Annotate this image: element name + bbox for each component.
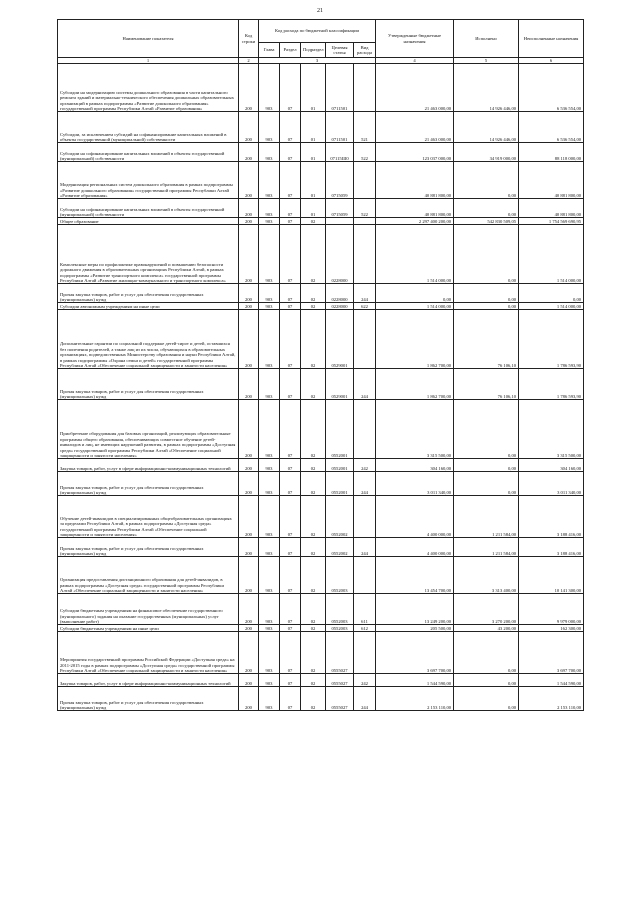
row-executed-cell: 0,00 (454, 674, 519, 687)
row-unexecuted-cell: 1 754 569 690,95 (519, 218, 584, 225)
row-approved-cell: 21 463 000,00 (376, 64, 454, 112)
row-chapter-cell: 903 (259, 538, 280, 557)
row-executed-cell: 1 211 584,00 (454, 496, 519, 538)
table-row (58, 303, 584, 310)
row-subsection-cell: 02 (301, 400, 326, 459)
row-section-cell: 07 (280, 557, 301, 594)
table-row (58, 400, 584, 459)
row-expense-type-cell: 244 (354, 369, 376, 400)
row-line-code-cell: 200 (239, 199, 259, 218)
row-line-code-cell: 200 (239, 310, 259, 369)
col-number: 1 (58, 58, 239, 64)
row-expense-type-cell: 242 (354, 459, 376, 472)
row-subsection-cell: 02 (301, 310, 326, 369)
row-expense-type-cell: 244 (354, 284, 376, 303)
row-line-code-cell: 200 (239, 674, 259, 687)
col-number: 5 (454, 58, 519, 64)
header-section: Раздел (280, 43, 301, 58)
row-target-item-cell: 0711501 (326, 64, 354, 112)
row-executed-cell: 14 926 446,00 (454, 64, 519, 112)
row-name-cell: Субсидии автономным учреждениям на иные цели (58, 303, 239, 310)
row-unexecuted-cell: 40 881 800,00 (519, 162, 584, 199)
row-subsection-cell: 01 (301, 112, 326, 143)
row-section-cell: 07 (280, 199, 301, 218)
header-budget-class: Код расхода по бюджетной классификации (259, 20, 376, 43)
row-target-item-cell: 0228000 (326, 225, 354, 284)
row-line-code-cell: 200 (239, 538, 259, 557)
row-expense-type-cell: 522 (354, 143, 376, 162)
table-row (58, 594, 584, 625)
row-expense-type-cell (354, 218, 376, 225)
row-expense-type-cell: 244 (354, 687, 376, 711)
row-approved-cell: 1 862 700,00 (376, 310, 454, 369)
table-row (58, 143, 584, 162)
row-expense-type-cell (354, 632, 376, 674)
row-unexecuted-cell: 10 141 300,00 (519, 557, 584, 594)
row-line-code-cell: 200 (239, 594, 259, 625)
row-name-cell: Субсидии бюджетным учреждениям на финансовое обеспечение государственного (муниципального) задания на оказание государственных (муниципальных) услуг (выполнение работ) (58, 594, 239, 625)
row-unexecuted-cell: 88 118 000,00 (519, 143, 584, 162)
row-target-item-cell: 0715059 (326, 199, 354, 218)
row-expense-type-cell (354, 557, 376, 594)
row-subsection-cell: 02 (301, 538, 326, 557)
table-row (58, 369, 584, 400)
header-chapter: Глава (259, 43, 280, 58)
row-chapter-cell: 903 (259, 400, 280, 459)
row-approved-cell: 304 160,00 (376, 459, 454, 472)
row-target-item-cell: 0552001 (326, 459, 354, 472)
row-target-item-cell: 0529001 (326, 369, 354, 400)
row-approved-cell: 21 463 000,00 (376, 112, 454, 143)
row-subsection-cell: 02 (301, 459, 326, 472)
row-name-cell: Прочая закупка товаров, работ и услуг для обеспечения государственных (муниципальных) нужд (58, 472, 239, 496)
row-subsection-cell: 02 (301, 496, 326, 538)
row-chapter-cell: 903 (259, 162, 280, 199)
row-unexecuted-cell: 9 979 000,00 (519, 594, 584, 625)
row-target-item-cell: 0555027 (326, 687, 354, 711)
row-subsection-cell: 02 (301, 303, 326, 310)
row-executed-cell: 43 200,00 (454, 625, 519, 632)
row-subsection-cell: 02 (301, 632, 326, 674)
col-number: 3 (259, 58, 376, 64)
row-subsection-cell: 01 (301, 64, 326, 112)
header-name: Наименование показателя (58, 20, 239, 58)
page-number: 21 (317, 8, 323, 14)
table-row (58, 687, 584, 711)
row-unexecuted-cell: 304 160,00 (519, 459, 584, 472)
row-chapter-cell: 903 (259, 284, 280, 303)
row-chapter-cell: 903 (259, 310, 280, 369)
row-chapter-cell: 903 (259, 143, 280, 162)
row-target-item-cell: 0552003 (326, 594, 354, 625)
row-subsection-cell: 01 (301, 143, 326, 162)
table-row (58, 225, 584, 284)
row-section-cell: 07 (280, 538, 301, 557)
row-target-item-cell: 07115Ш0 (326, 143, 354, 162)
row-line-code-cell: 200 (239, 369, 259, 400)
table-row (58, 496, 584, 538)
header-expense-type: Вид расхода (354, 43, 376, 58)
table-row (58, 310, 584, 369)
row-unexecuted-cell: 1 786 593,90 (519, 369, 584, 400)
row-chapter-cell: 903 (259, 557, 280, 594)
row-section-cell: 07 (280, 112, 301, 143)
row-target-item-cell: 0552003 (326, 625, 354, 632)
row-line-code-cell: 200 (239, 284, 259, 303)
row-unexecuted-cell: 3 188 416,00 (519, 538, 584, 557)
row-subsection-cell: 02 (301, 674, 326, 687)
row-executed-cell: 1 211 584,00 (454, 538, 519, 557)
row-subsection-cell: 01 (301, 199, 326, 218)
row-target-item-cell: 0228000 (326, 303, 354, 310)
row-line-code-cell: 200 (239, 112, 259, 143)
row-line-code-cell: 200 (239, 64, 259, 112)
row-name-cell: Общее образование (58, 218, 239, 225)
table-row (58, 112, 584, 143)
row-section-cell: 07 (280, 400, 301, 459)
row-line-code-cell: 200 (239, 400, 259, 459)
row-approved-cell: 1 514 000,00 (376, 303, 454, 310)
row-approved-cell: 13 249 200,00 (376, 594, 454, 625)
row-line-code-cell: 200 (239, 303, 259, 310)
row-chapter-cell: 903 (259, 496, 280, 538)
row-unexecuted-cell: 3 697 700,00 (519, 632, 584, 674)
row-name-cell: Субсидии, за исключением субсидий на софинансирование капитальных вложений в объекты государственной (муниципальной) собственности (58, 112, 239, 143)
row-target-item-cell: 0552003 (326, 557, 354, 594)
row-expense-type-cell: 522 (354, 199, 376, 218)
table-row (58, 284, 584, 303)
row-unexecuted-cell: 3 188 416,00 (519, 496, 584, 538)
row-line-code-cell: 200 (239, 162, 259, 199)
row-target-item-cell: 0555027 (326, 674, 354, 687)
row-line-code-cell: 200 (239, 218, 259, 225)
row-section-cell: 07 (280, 674, 301, 687)
row-approved-cell: 2 297 400 200,00 (376, 218, 454, 225)
row-target-item-cell (326, 218, 354, 225)
row-unexecuted-cell: 1 544 590,00 (519, 674, 584, 687)
row-name-cell: Субсидии бюджетным учреждениям на иные цели (58, 625, 239, 632)
row-expense-type-cell: 611 (354, 594, 376, 625)
row-executed-cell: 34 919 000,00 (454, 143, 519, 162)
row-executed-cell: 542 830 509,05 (454, 218, 519, 225)
row-approved-cell: 4 400 000,00 (376, 496, 454, 538)
row-executed-cell: 76 106,10 (454, 369, 519, 400)
row-section-cell: 07 (280, 687, 301, 711)
row-section-cell: 07 (280, 64, 301, 112)
row-approved-cell: 40 881 800,00 (376, 199, 454, 218)
row-section-cell: 07 (280, 284, 301, 303)
row-target-item-cell: 0552002 (326, 496, 354, 538)
row-section-cell: 07 (280, 225, 301, 284)
row-subsection-cell: 02 (301, 225, 326, 284)
row-chapter-cell: 903 (259, 369, 280, 400)
row-section-cell: 07 (280, 162, 301, 199)
row-unexecuted-cell: 6 536 554,00 (519, 64, 584, 112)
row-target-item-cell: 0715059 (326, 162, 354, 199)
table-row (58, 64, 584, 112)
row-name-cell: Субсидии на софинансирование капитальных вложений в объекты государственной (муниципальной) собственности (58, 143, 239, 162)
row-subsection-cell: 02 (301, 284, 326, 303)
row-approved-cell: 1 862 700,00 (376, 369, 454, 400)
row-name-cell: Прочая закупка товаров, работ и услуг для обеспечения государственных (муниципальных) нужд (58, 284, 239, 303)
row-section-cell: 07 (280, 496, 301, 538)
row-executed-cell: 14 926 446,00 (454, 112, 519, 143)
row-expense-type-cell (354, 162, 376, 199)
row-chapter-cell: 903 (259, 687, 280, 711)
row-section-cell: 07 (280, 310, 301, 369)
row-approved-cell: 3 011 340,00 (376, 472, 454, 496)
row-executed-cell: 0,00 (454, 459, 519, 472)
row-approved-cell: 3 315 500,00 (376, 400, 454, 459)
row-subsection-cell: 02 (301, 557, 326, 594)
row-executed-cell: 76 106,10 (454, 310, 519, 369)
row-chapter-cell: 903 (259, 218, 280, 225)
row-chapter-cell: 903 (259, 199, 280, 218)
row-name-cell: Обучение детей-инвалидов в специализированных общеобразовательных организациях за пределами Республики Алтай, в рамках подпрограммы «Доступная среда» государственной программы Республики Алтай «Обеспечение социальной защищенности и занятости населения» (58, 496, 239, 538)
row-expense-type-cell (354, 310, 376, 369)
row-executed-cell: 0,00 (454, 472, 519, 496)
row-line-code-cell: 200 (239, 143, 259, 162)
table-row (58, 538, 584, 557)
row-approved-cell: 123 037 000,00 (376, 143, 454, 162)
row-section-cell: 07 (280, 369, 301, 400)
col-number: 6 (519, 58, 584, 64)
row-expense-type-cell: 521 (354, 112, 376, 143)
row-unexecuted-cell: 3 315 500,00 (519, 400, 584, 459)
row-name-cell: Прочая закупка товаров, работ и услуг для обеспечения государственных (муниципальных) нужд (58, 687, 239, 711)
row-section-cell: 07 (280, 472, 301, 496)
row-approved-cell: 1 544 590,00 (376, 674, 454, 687)
table-row (58, 472, 584, 496)
row-approved-cell: 3 697 700,00 (376, 632, 454, 674)
table-row (58, 674, 584, 687)
row-target-item-cell: 0529001 (326, 310, 354, 369)
row-name-cell: Субсидии на модернизацию системы дошкольного образования в части капитального ремонта зданий и материально-технического обеспечения дошкольных образовательных организаций в рамках подпрограммы «Развитие дошкольного образования» государственной программы Республики Алтай «Развитие образования» (58, 64, 239, 112)
row-chapter-cell: 903 (259, 64, 280, 112)
budget-execution-table (57, 19, 584, 711)
row-line-code-cell: 200 (239, 625, 259, 632)
header-approved: Утвержденные бюджетные назначения (376, 20, 454, 58)
row-name-cell: Закупка товаров, работ, услуг в сфере информационно-коммуникационных технологий (58, 674, 239, 687)
row-chapter-cell: 903 (259, 112, 280, 143)
row-unexecuted-cell: 1 514 000,00 (519, 225, 584, 284)
row-target-item-cell: 0552001 (326, 472, 354, 496)
header-subsection: Подраздел (301, 43, 326, 58)
row-expense-type-cell: 244 (354, 472, 376, 496)
row-subsection-cell: 02 (301, 594, 326, 625)
row-chapter-cell: 903 (259, 303, 280, 310)
row-name-cell: Комплексные меры по профилактике правонарушений и повышению безопасности дорожного движения в образовательных организациях Республики Алтай, в рамках подпрограммы «Развитие транспортного комплекса» государственной программы Республики Алтай «Развитие жилищно-коммунального и транспортного комплекса» (58, 225, 239, 284)
row-name-cell: Дополнительные гарантии по социальной поддержке детей-сирот и детей, оставшихся без попечения родителей, а также лиц из их числа, обучающихся в образовательных организациях, подведомственных Министерству образования и науки Республики Алтай, в рамках подпрограммы «Охрана семьи и детей» государственной программы Республики Алтай «Обеспечение социальной защищенности и занятости населения» (58, 310, 239, 369)
row-subsection-cell: 02 (301, 218, 326, 225)
row-subsection-cell: 02 (301, 687, 326, 711)
row-unexecuted-cell: 40 881 800,00 (519, 199, 584, 218)
row-line-code-cell: 200 (239, 472, 259, 496)
row-executed-cell: 0,00 (454, 199, 519, 218)
row-section-cell: 07 (280, 143, 301, 162)
row-name-cell: Прочая закупка товаров, работ и услуг для обеспечения государственных (муниципальных) нужд (58, 538, 239, 557)
row-section-cell: 07 (280, 303, 301, 310)
row-chapter-cell: 903 (259, 459, 280, 472)
header-executed: Исполнено (454, 20, 519, 58)
row-approved-cell: 0,00 (376, 284, 454, 303)
row-expense-type-cell (354, 225, 376, 284)
row-unexecuted-cell: 1 514 000,00 (519, 303, 584, 310)
row-chapter-cell: 903 (259, 472, 280, 496)
row-unexecuted-cell: 3 011 340,00 (519, 472, 584, 496)
row-expense-type-cell: 612 (354, 625, 376, 632)
row-unexecuted-cell: 6 536 554,00 (519, 112, 584, 143)
header-target-item: Целевая статья (326, 43, 354, 58)
row-line-code-cell: 200 (239, 496, 259, 538)
row-executed-cell: 0,00 (454, 284, 519, 303)
row-unexecuted-cell: 0,00 (519, 284, 584, 303)
table-row (58, 459, 584, 472)
row-executed-cell: 3 270 200,00 (454, 594, 519, 625)
table-body (58, 64, 584, 711)
header-line-code: Код строки (239, 20, 259, 58)
row-unexecuted-cell: 1 786 593,90 (519, 310, 584, 369)
row-target-item-cell: 0228000 (326, 284, 354, 303)
row-target-item-cell: 0552001 (326, 400, 354, 459)
table-row (58, 199, 584, 218)
row-name-cell: Приобретение оборудования для базовых организаций, реализующих образовательные программы общего образования, обеспечивающих совместное обучение детей-инвалидов и лиц, не имеющих нарушений развития, в рамках подпрограммы «Доступная среда» государственной программы Республики Алтай «Обеспечение социальной защищенности и занятости населения» (58, 400, 239, 459)
row-name-cell: Закупка товаров, работ, услуг в сфере информационно-коммуникационных технологий (58, 459, 239, 472)
col-number: 2 (239, 58, 259, 64)
row-chapter-cell: 903 (259, 225, 280, 284)
row-name-cell: Субсидии на софинансирование капитальных вложений в объекты государственной (муниципальной) собственности (58, 199, 239, 218)
row-approved-cell: 40 881 800,00 (376, 162, 454, 199)
row-subsection-cell: 02 (301, 625, 326, 632)
row-line-code-cell: 200 (239, 225, 259, 284)
row-section-cell: 07 (280, 632, 301, 674)
row-expense-type-cell (354, 64, 376, 112)
row-name-cell: Мероприятия государственной программы Российской Федерации «Доступная среда» на 2011-2015 годы в рамках подпрограммы «Доступная среда» государственной программы Республики Алтай «Обеспечение социальной защищенности и занятости населения» (58, 632, 239, 674)
row-executed-cell: 3 313 400,00 (454, 557, 519, 594)
row-line-code-cell: 200 (239, 557, 259, 594)
table-row (58, 218, 584, 225)
row-unexecuted-cell: 2 153 110,00 (519, 687, 584, 711)
row-name-cell: Прочая закупка товаров, работ и услуг для обеспечения государственных (муниципальных) нужд (58, 369, 239, 400)
row-chapter-cell: 903 (259, 625, 280, 632)
row-name-cell: Организация предоставления дистанционного образования для детей-инвалидов, в рамках подпрограммы «Доступная среда» государственной программы Республики Алтай «Обеспечение социальной защищенности и занятости населения» (58, 557, 239, 594)
row-section-cell: 07 (280, 459, 301, 472)
row-unexecuted-cell: 162 300,00 (519, 625, 584, 632)
row-expense-type-cell: 242 (354, 674, 376, 687)
row-name-cell: Модернизация региональных систем дошкольного образования в рамках подпрограммы «Развитие дошкольного образования» государственной программы Республики Алтай «Развитие образования» (58, 162, 239, 199)
row-expense-type-cell: 622 (354, 303, 376, 310)
row-target-item-cell: 0711501 (326, 112, 354, 143)
row-expense-type-cell (354, 400, 376, 459)
row-approved-cell: 1 514 000,00 (376, 225, 454, 284)
row-executed-cell: 0,00 (454, 303, 519, 310)
row-executed-cell: 0,00 (454, 632, 519, 674)
row-target-item-cell: 0552002 (326, 538, 354, 557)
row-approved-cell: 2 153 110,00 (376, 687, 454, 711)
row-section-cell: 07 (280, 218, 301, 225)
table-row (58, 625, 584, 632)
table-row (58, 632, 584, 674)
row-subsection-cell: 02 (301, 472, 326, 496)
table-row (58, 162, 584, 199)
row-line-code-cell: 200 (239, 632, 259, 674)
row-line-code-cell: 200 (239, 459, 259, 472)
row-executed-cell: 0,00 (454, 400, 519, 459)
row-chapter-cell: 903 (259, 594, 280, 625)
row-executed-cell: 0,00 (454, 687, 519, 711)
row-approved-cell: 205 500,00 (376, 625, 454, 632)
row-approved-cell: 4 400 000,00 (376, 538, 454, 557)
row-section-cell: 07 (280, 594, 301, 625)
row-section-cell: 07 (280, 625, 301, 632)
row-executed-cell: 0,00 (454, 225, 519, 284)
row-target-item-cell: 0555027 (326, 632, 354, 674)
header-unexecuted: Неисполненные назначения (519, 20, 584, 58)
row-approved-cell: 13 454 700,00 (376, 557, 454, 594)
table-row (58, 557, 584, 594)
row-expense-type-cell (354, 496, 376, 538)
row-subsection-cell: 02 (301, 369, 326, 400)
col-number: 4 (376, 58, 454, 64)
row-line-code-cell: 200 (239, 687, 259, 711)
row-chapter-cell: 903 (259, 632, 280, 674)
row-expense-type-cell: 244 (354, 538, 376, 557)
row-chapter-cell: 903 (259, 674, 280, 687)
row-executed-cell: 0,00 (454, 162, 519, 199)
row-subsection-cell: 01 (301, 162, 326, 199)
